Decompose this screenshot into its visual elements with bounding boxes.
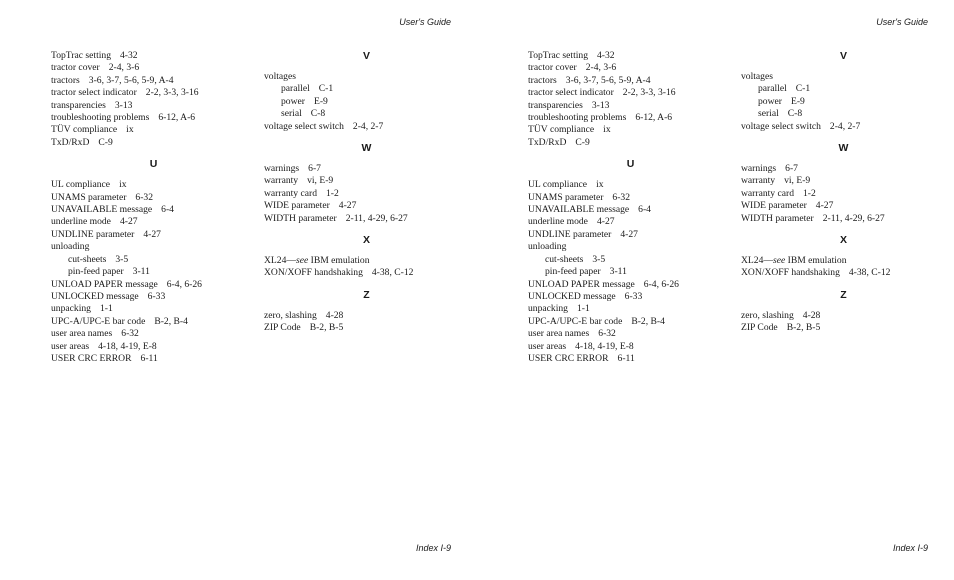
page-footer: Index I-9	[892, 543, 928, 553]
index-subentry: cut-sheets 3-5	[68, 253, 129, 265]
index-subentry: power E-9	[758, 95, 805, 107]
page-footer: Index I-9	[415, 543, 451, 553]
index-entry: warnings 6-7	[264, 163, 321, 175]
index-entry: WIDTH parameter 2-11, 4-29, 6-27	[264, 212, 408, 224]
index-subentry: pin-feed paper 3-11	[68, 266, 150, 278]
index-entry: TxD/RxD C-9	[51, 136, 113, 148]
section-letter-z: Z	[363, 288, 370, 301]
index-entry: USER CRC ERROR 6-11	[528, 352, 635, 364]
index-entry: UNLOCKED message 6-33	[528, 290, 643, 302]
index-entry: UNAMS parameter 6-32	[528, 191, 630, 203]
index-entry: warranty vi, E-9	[264, 175, 334, 187]
index-entry: warnings 6-7	[741, 163, 798, 175]
index-entry: user areas 4-18, 4-19, E-8	[528, 340, 634, 352]
section-letter-w: W	[361, 142, 372, 155]
index-entry: unloading	[51, 241, 90, 253]
index-subentry: parallel C-1	[758, 83, 811, 95]
index-entry: UNLOCKED message 6-33	[51, 290, 166, 302]
index-entry: zero, slashing 4-28	[264, 309, 344, 321]
index-entry: ZIP Code B-2, B-5	[264, 322, 344, 334]
index-column-1	[528, 50, 733, 365]
index-entry: transparencies 3-13	[51, 99, 133, 111]
index-page-right	[477, 0, 954, 580]
index-entry: TopTrac setting 4-32	[51, 50, 138, 61]
index-entry: unpacking 1-1	[528, 303, 590, 315]
index-subentry: cut-sheets 3-5	[545, 253, 606, 265]
index-entry: UNLOAD PAPER message 6-4, 6-26	[51, 278, 202, 290]
index-entry: tractor select indicator 2-2, 3-3, 3-16	[51, 87, 199, 99]
index-entry: warranty card 1-2	[264, 187, 339, 199]
index-entry: voltage select switch 2-4, 2-7	[264, 120, 384, 132]
index-entry: transparencies 3-13	[528, 99, 610, 111]
running-header: User's Guide	[876, 17, 928, 27]
index-entry: tractor cover 2-4, 3-6	[51, 62, 140, 74]
index-entry: tractor select indicator 2-2, 3-3, 3-16	[528, 87, 676, 99]
index-entry: WIDE parameter 4-27	[741, 200, 834, 212]
index-entry: XL24—see IBM emulation	[264, 255, 370, 267]
index-entry: TÜV compliance ix	[51, 124, 134, 136]
index-entry: zero, slashing 4-28	[741, 309, 821, 321]
index-entry: ZIP Code B-2, B-5	[741, 322, 821, 334]
index-entry: UL compliance ix	[51, 179, 127, 191]
section-letter-z: Z	[840, 288, 847, 301]
index-entry: UNLOAD PAPER message 6-4, 6-26	[528, 278, 679, 290]
index-entry: underline mode 4-27	[528, 216, 615, 228]
index-entry: user area names 6-32	[51, 328, 139, 340]
index-entry: USER CRC ERROR 6-11	[51, 352, 158, 364]
index-column-2	[264, 50, 469, 335]
index-entry: TxD/RxD C-9	[528, 136, 590, 148]
index-entry: UNAMS parameter 6-32	[51, 191, 153, 203]
index-entry: voltages	[264, 71, 296, 82]
index-entry: WIDTH parameter 2-11, 4-29, 6-27	[741, 212, 885, 224]
running-header: User's Guide	[399, 17, 451, 27]
section-letter-x: X	[839, 234, 847, 247]
index-entry: XON/XOFF handshaking 4-38, C-12	[264, 267, 414, 279]
index-entry: UNDLINE parameter 4-27	[528, 228, 638, 240]
index-column-1	[51, 50, 256, 365]
section-letter-v: V	[839, 50, 847, 62]
index-entry: TopTrac setting 4-32	[528, 50, 615, 61]
index-entry: warranty card 1-2	[741, 187, 816, 199]
index-entry: warranty vi, E-9	[741, 175, 811, 187]
index-entry: UPC-A/UPC-E bar code B-2, B-4	[528, 315, 665, 327]
index-entry: UNDLINE parameter 4-27	[51, 228, 161, 240]
section-letter-v: V	[362, 50, 370, 62]
index-entry: UL compliance ix	[528, 179, 604, 191]
index-subentry: serial C-8	[758, 108, 803, 120]
section-letter-u: U	[149, 158, 158, 171]
index-entry: UNAVAILABLE message 6-4	[51, 204, 174, 216]
section-letter-w: W	[838, 142, 849, 155]
index-column-2	[741, 50, 946, 335]
index-entry: unloading	[528, 241, 567, 253]
index-entry: user area names 6-32	[528, 328, 616, 340]
index-subentry: parallel C-1	[281, 83, 334, 95]
index-entry: TÜV compliance ix	[528, 124, 611, 136]
index-subentry: pin-feed paper 3-11	[545, 266, 627, 278]
index-entry: XON/XOFF handshaking 4-38, C-12	[741, 267, 891, 279]
index-entry: voltage select switch 2-4, 2-7	[741, 120, 861, 132]
index-entry: tractor cover 2-4, 3-6	[528, 62, 617, 74]
index-entry: troubleshooting problems 6-12, A-6	[51, 112, 196, 124]
index-entry: unpacking 1-1	[51, 303, 113, 315]
index-subentry: power E-9	[281, 95, 328, 107]
index-entry: UNAVAILABLE message 6-4	[528, 204, 651, 216]
index-entry: tractors 3-6, 3-7, 5-6, 5-9, A-4	[528, 74, 651, 86]
index-entry: underline mode 4-27	[51, 216, 138, 228]
index-entry: XL24—see IBM emulation	[741, 255, 847, 267]
index-entry: user areas 4-18, 4-19, E-8	[51, 340, 157, 352]
index-entry: WIDE parameter 4-27	[264, 200, 357, 212]
index-entry: voltages	[741, 71, 773, 82]
section-letter-u: U	[626, 158, 635, 171]
index-entry: UPC-A/UPC-E bar code B-2, B-4	[51, 315, 188, 327]
section-letter-x: X	[362, 234, 370, 247]
index-subentry: serial C-8	[281, 108, 326, 120]
index-entry: troubleshooting problems 6-12, A-6	[528, 112, 673, 124]
index-entry: tractors 3-6, 3-7, 5-6, 5-9, A-4	[51, 74, 174, 86]
